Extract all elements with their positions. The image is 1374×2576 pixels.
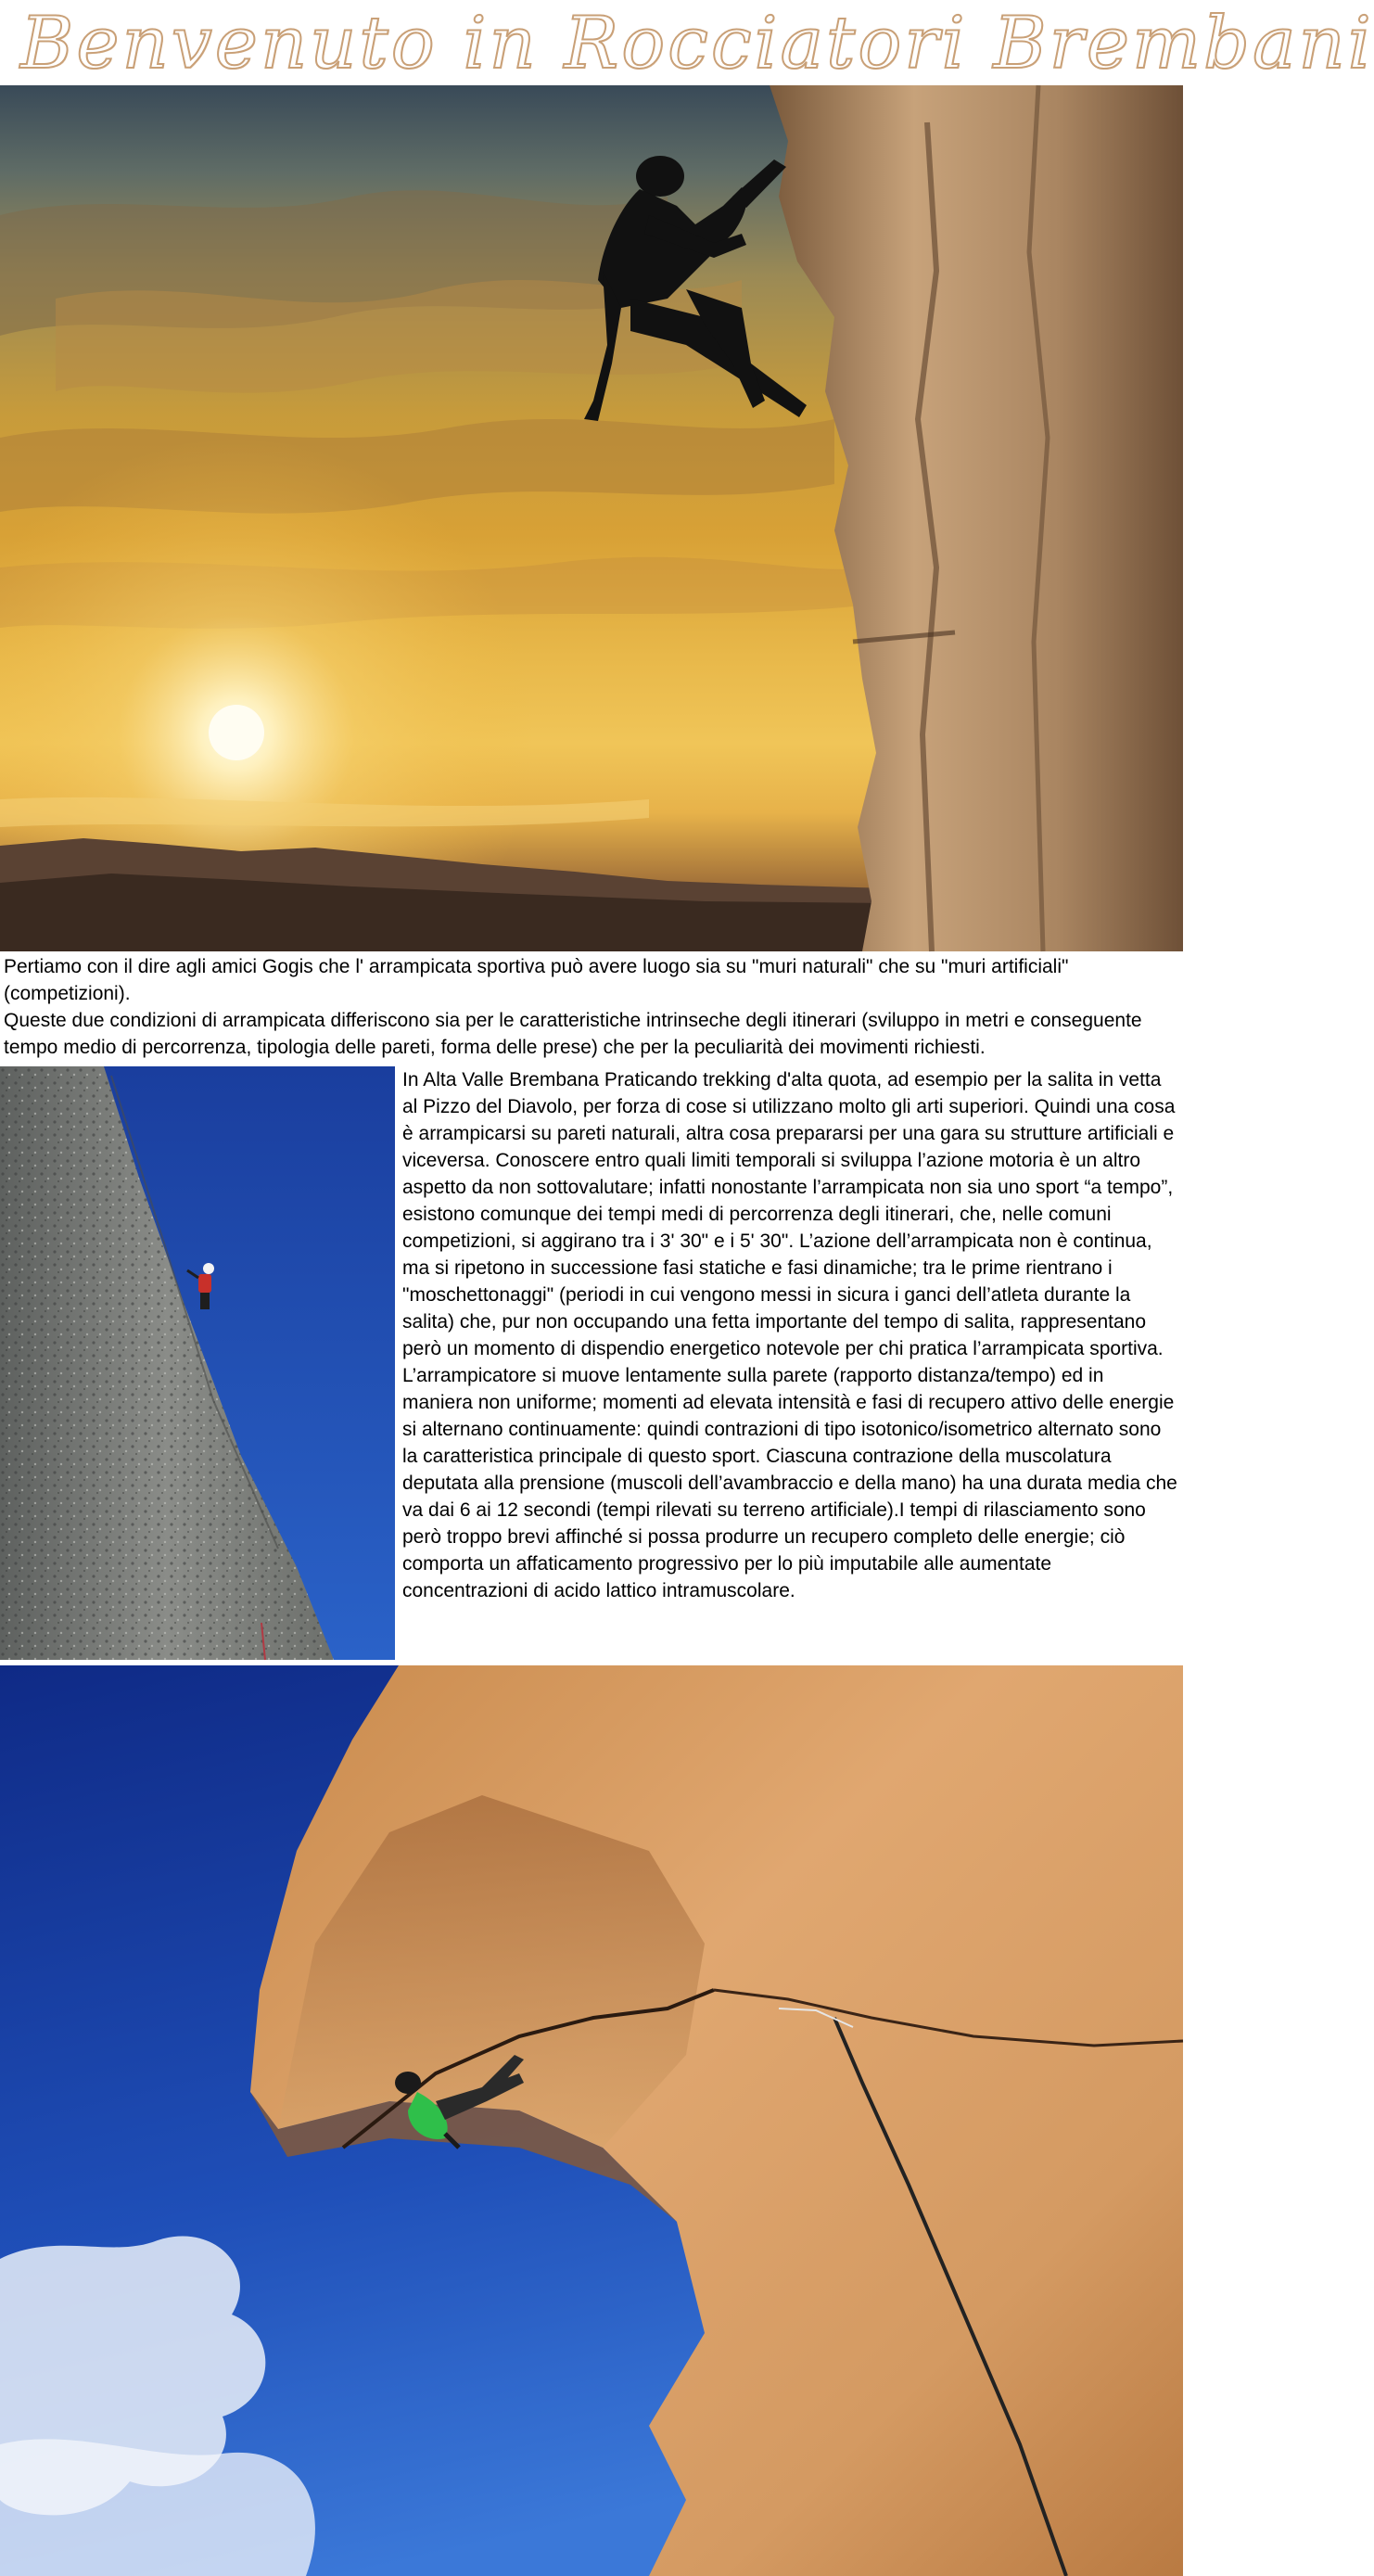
granite-wall-image (0, 1066, 395, 1660)
intro-text (4, 953, 1177, 1061)
hero-image (0, 85, 1183, 951)
intro-paragraph-2: Queste due condizioni di arrampicata differiscono sia per le caratteristiche intrinseche degli itinerari (sviluppo in metri e conseguente tempo medio di percorrenza, tipologia delle pareti, forma delle prese) che per la peculiarità dei movimenti richiesti. (4, 1010, 1142, 1058)
intro-paragraph-1: Pertiamo con il dire agli amici Gogis che l' arrampicata sportiva può avere luogo sia su "muri naturali" che su "muri artificiali" (competizioni). (4, 956, 1069, 1004)
overhang-image (0, 1665, 1183, 2576)
body-paragraph: In Alta Valle Brembana Praticando trekking d'alta quota, ad esempio per la salita in vetta al Pizzo del Diavolo, per forza di cose si utilizzano molto gli arti superiori. Quindi una cosa è arrampicarsi su pareti naturali, altra cosa prepararsi per una gara su strutture artificiali e viceversa. Conoscere entro quali limiti temporali si sviluppa l’azione motoria è un altro aspetto da non sottovalutare; infatti nonostante l’arrampicata non sia uno sport “a tempo”, esistono comunque dei tempi medi di percorrenza degli itinerari, che, nelle comuni competizioni, si aggirano tra i 3' 30" e i 5' 30". L’azione dell’arrampicata non è continua, ma si ripetono in successione fasi statiche e fasi dinamiche; tra le prime rientrano i "moschettonaggi" (periodi in cui vengono messi in sicura i ganci dell’atleta durante la salita) che, pur non occupando una fetta importante del tempo di salita, rappresentano però un momento di dispendio energetico notevole per chi pratica l’arrampicata sportiva. L’arrampicatore si muove lentamente sulla parete (rapporto distanza/tempo) ed in maniera non uniforme; momenti ad elevata intensità e fasi di recupero attivo delle energie si alternano continuamente: quindi contrazioni di tipo isotonico/isometrico alternato sono la caratteristica principale di questo sport. Ciascuna contrazione della muscolatura deputata alla prensione (muscoli dell’avambraccio e della mano) ha una durata media che va dai 6 ai 12 secondi (tempi rilevati su terreno artificiale).I tempi di rilasciamento sono però troppo brevi affinché si possa produrre un recupero completo delle energie; ciò comporta un affaticamento progressivo per lo più imputabile alle aumentate concentrazioni di acido lattico intramuscolare. (402, 1069, 1177, 1601)
body-text (402, 1066, 1179, 1604)
header (0, 0, 1374, 85)
site-title: Benvenuto in Rocciatori Brembani (20, 2, 1374, 85)
